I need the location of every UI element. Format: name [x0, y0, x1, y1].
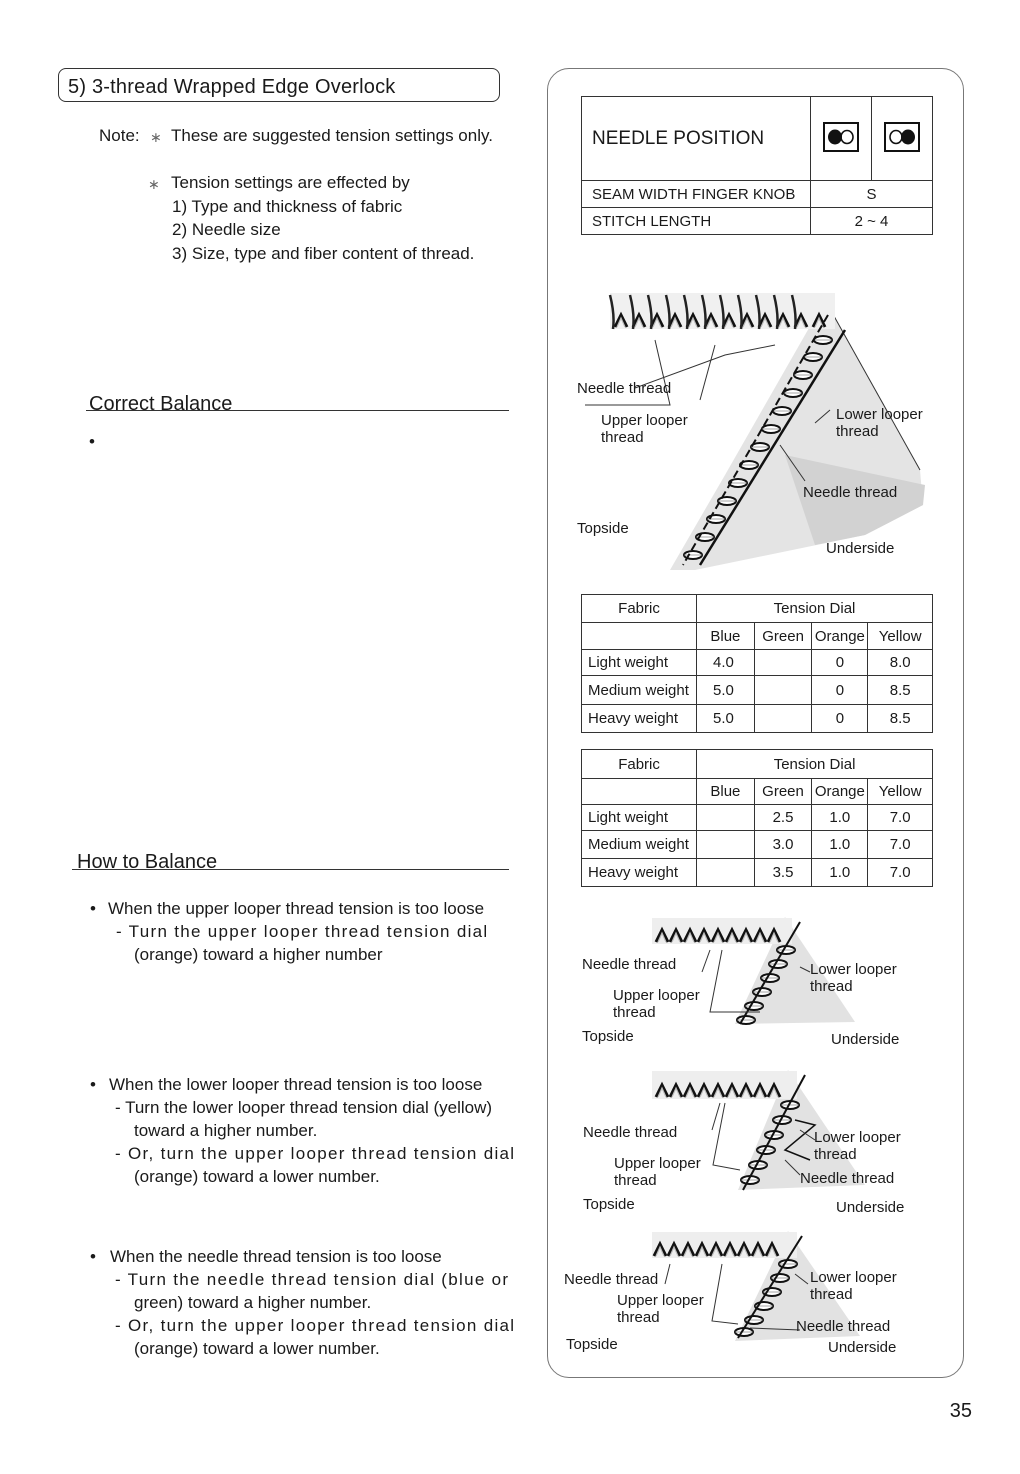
- page-number: 35: [949, 1400, 972, 1422]
- t1-heavy-orange: 0: [812, 705, 868, 733]
- d2-lower-thread-label: thread: [814, 1146, 857, 1163]
- how-to-balance-heading: How to Balance: [77, 851, 218, 873]
- t2-medium-green: 3.0: [754, 831, 812, 859]
- upper-line-1: - Turn the upper looper thread tension dial: [116, 922, 489, 941]
- t2-col-yellow: Yellow: [868, 779, 933, 805]
- lower-line-4: (orange) toward a lower number.: [134, 1167, 380, 1186]
- how-to-balance-rule: [72, 869, 509, 870]
- needle-right-icon: [884, 122, 920, 152]
- t2-dial-header: Tension Dial: [697, 750, 933, 779]
- upper-line-2: (orange) toward a higher number: [134, 945, 383, 964]
- t1-empty-cell: [582, 623, 697, 650]
- t1-heavy-blue: 5.0: [697, 705, 755, 733]
- d1-lower-thread-label: thread: [810, 978, 853, 995]
- tension-table-1: [581, 594, 933, 733]
- note-item-1: 1) Type and thickness of fabric: [172, 197, 403, 216]
- needle-line-3: - Or, turn the upper looper thread tension dial: [115, 1316, 516, 1335]
- d1-needle-thread-label: Needle thread: [582, 956, 677, 973]
- d2-lower-looper-label: Lower looper: [814, 1129, 901, 1146]
- d3-needle-thread-2-label: Needle thread: [796, 1318, 891, 1335]
- main-upper-thread-label: thread: [601, 429, 644, 446]
- t1-heavy-yellow: 8.5: [868, 705, 933, 733]
- t1-light-orange: 0: [812, 650, 868, 676]
- d3-underside-label: Underside: [828, 1339, 897, 1356]
- needle-left-icon: [823, 122, 859, 152]
- t1-row-medium: Medium weight: [582, 676, 697, 705]
- d2-underside-label: Underside: [836, 1199, 905, 1216]
- t1-row-light: Light weight: [582, 650, 697, 676]
- needle-left-cell: [811, 97, 872, 181]
- d3-needle-thread-label: Needle thread: [564, 1271, 659, 1288]
- t2-medium-orange: 1.0: [812, 831, 868, 859]
- t1-medium-blue: 5.0: [697, 676, 755, 705]
- tension-table-2: [581, 749, 933, 887]
- needle-line-1: - Turn the needle thread tension dial (blue or: [115, 1270, 510, 1289]
- lower-line-2: toward a higher number.: [134, 1121, 318, 1140]
- d1-upper-thread-label: thread: [613, 1004, 656, 1021]
- d1-underside-label: Underside: [831, 1031, 900, 1048]
- t1-fabric-header: Fabric: [582, 595, 697, 623]
- section-title: 5) 3-thread Wrapped Edge Overlock: [68, 76, 396, 98]
- lower-line-3: - Or, turn the upper looper thread tension dial: [115, 1144, 516, 1163]
- d2-topside-label: Topside: [583, 1196, 635, 1213]
- t1-light-yellow: 8.0: [868, 650, 933, 676]
- note-item-2: 2) Needle size: [172, 220, 281, 239]
- needle-line-4: (orange) toward a lower number.: [134, 1339, 380, 1358]
- bullet-upper: •: [90, 899, 96, 918]
- main-lower-thread-label: thread: [836, 423, 879, 440]
- t1-dial-header: Tension Dial: [697, 595, 933, 623]
- t2-heavy-green: 3.5: [754, 859, 812, 887]
- bullet-needle: •: [90, 1247, 96, 1266]
- t1-col-green: Green: [754, 623, 812, 650]
- d2-needle-thread-label: Needle thread: [583, 1124, 678, 1141]
- needle-right-cell: [872, 97, 933, 181]
- t1-col-blue: Blue: [697, 623, 755, 650]
- t1-medium-yellow: 8.5: [868, 676, 933, 705]
- correct-balance-rule: [86, 410, 509, 411]
- d3-upper-looper-label: Upper looper: [617, 1292, 704, 1309]
- t1-row-heavy: Heavy weight: [582, 705, 697, 733]
- upper-lead: When the upper looper thread tension is too loose: [108, 899, 485, 918]
- note-star-2: ∗: [148, 176, 160, 192]
- main-topside-label: Topside: [577, 520, 629, 537]
- d1-topside-label: Topside: [582, 1028, 634, 1045]
- t2-row-heavy: Heavy weight: [582, 859, 697, 887]
- t2-heavy-orange: 1.0: [812, 859, 868, 887]
- t2-fabric-header: Fabric: [582, 750, 697, 779]
- d3-lower-looper-label: Lower looper: [810, 1269, 897, 1286]
- lower-lead: When the lower looper thread tension is too loose: [109, 1075, 483, 1094]
- stitch-length-value: 2 ~ 4: [811, 208, 933, 235]
- t2-light-blue: [697, 805, 755, 831]
- t2-medium-blue: [697, 831, 755, 859]
- t2-col-blue: Blue: [697, 779, 755, 805]
- d2-needle-thread-2-label: Needle thread: [800, 1170, 895, 1187]
- needle-line-2: green) toward a higher number.: [134, 1293, 372, 1312]
- t1-col-yellow: Yellow: [868, 623, 933, 650]
- seam-width-value: S: [811, 181, 933, 208]
- main-needle-thread-label: Needle thread: [577, 380, 672, 397]
- main-underside-label: Underside: [826, 540, 895, 557]
- note-label: Note:: [99, 126, 140, 145]
- t2-light-orange: 1.0: [812, 805, 868, 831]
- t2-row-medium: Medium weight: [582, 831, 697, 859]
- t1-heavy-green: [754, 705, 812, 733]
- note-item-3: 3) Size, type and fiber content of thread.: [172, 244, 475, 263]
- note-line-1: These are suggested tension settings only.: [171, 126, 493, 145]
- correct-balance-heading: Correct Balance: [89, 393, 233, 415]
- t2-col-orange: Orange: [812, 779, 868, 805]
- d3-upper-thread-label: thread: [617, 1309, 660, 1326]
- t2-heavy-blue: [697, 859, 755, 887]
- t2-light-green: 2.5: [754, 805, 812, 831]
- needle-position-label: NEEDLE POSITION: [582, 97, 811, 181]
- t1-medium-orange: 0: [812, 676, 868, 705]
- seam-width-label: SEAM WIDTH FINGER KNOB: [582, 181, 811, 208]
- needle-lead: When the needle thread tension is too loose: [110, 1247, 442, 1266]
- t2-row-light: Light weight: [582, 805, 697, 831]
- note-star-1: ∗: [150, 129, 162, 145]
- main-needle-thread-2-label: Needle thread: [803, 484, 898, 501]
- d1-upper-looper-label: Upper looper: [613, 987, 700, 1004]
- stitch-length-label: STITCH LENGTH: [582, 208, 811, 235]
- main-lower-looper-label: Lower looper: [836, 406, 923, 423]
- note-line-2: Tension settings are effected by: [171, 173, 410, 192]
- t1-light-blue: 4.0: [697, 650, 755, 676]
- t2-empty-cell: [582, 779, 697, 805]
- t2-light-yellow: 7.0: [868, 805, 933, 831]
- t1-col-orange: Orange: [812, 623, 868, 650]
- lower-line-1: - Turn the lower looper thread tension dial (yellow): [115, 1098, 493, 1117]
- t1-light-green: [754, 650, 812, 676]
- main-upper-looper-label: Upper looper: [601, 412, 688, 429]
- t2-medium-yellow: 7.0: [868, 831, 933, 859]
- d1-lower-looper-label: Lower looper: [810, 961, 897, 978]
- t2-heavy-yellow: 7.0: [868, 859, 933, 887]
- correct-balance-bullet: •: [89, 432, 95, 451]
- d3-topside-label: Topside: [566, 1336, 618, 1353]
- d2-upper-thread-label: thread: [614, 1172, 657, 1189]
- d3-lower-thread-label: thread: [810, 1286, 853, 1303]
- t2-col-green: Green: [754, 779, 812, 805]
- d2-upper-looper-label: Upper looper: [614, 1155, 701, 1172]
- t1-medium-green: [754, 676, 812, 705]
- bullet-lower: •: [90, 1075, 96, 1094]
- settings-table: [581, 96, 933, 235]
